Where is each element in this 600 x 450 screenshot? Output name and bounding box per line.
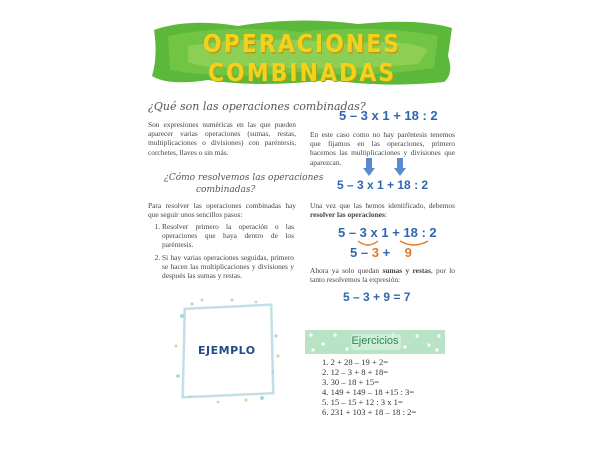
equation-3: 5 – 3 x 1 + 18 : 2: [338, 225, 437, 240]
explanation-paragraph-2: Una vez que las hemos identificado, debemos resolver las operaciones:: [310, 201, 455, 220]
explanation-paragraph-3: Ahora ya solo quedan sumas y restas, por lo tanto resolvemos la expresión:: [310, 266, 455, 285]
step-item: 1. Resolver primero la operación o las operaciones que haya dentro de los paréntesis.: [162, 222, 294, 250]
title-banner: [148, 16, 456, 88]
question-heading-2b: combinadas?: [196, 185, 256, 195]
exercise-item: 1. 2 + 28 – 19 + 2=: [322, 357, 389, 367]
question-heading-2a: ¿Cómo resolvemos las operaciones: [164, 173, 324, 183]
page-title: OPERACIONES COMBINADAS: [202, 30, 402, 88]
question-heading-1: ¿Qué son las operaciones combinadas?: [148, 100, 366, 113]
steps-list: [148, 222, 294, 283]
exercise-item: 4. 149 + 149 – 18 +15 : 3=: [322, 387, 415, 397]
definition-paragraph: Son expresiones numéricas en las que pueden aparecer varias operaciones (sumas, restas, multiplicaciones o divisiones) con paréntesis, corchetes, llaves o sin más.: [148, 120, 296, 157]
equation-1: 5 – 3 x 1 + 18 : 2: [339, 108, 438, 123]
equation-2: 5 – 3 x 1 + 18 : 2: [337, 178, 429, 192]
example-label: EJEMPLO: [198, 344, 256, 357]
down-arrow-icon: [394, 158, 406, 176]
exercises-list: [322, 357, 416, 417]
exercise-item: 6. 231 + 103 + 18 – 18 : 2=: [322, 407, 417, 417]
exercise-item: 5. 15 – 15 + 12 : 3 x 1=: [322, 397, 403, 407]
equation-3-result: 5 – 3 + 9: [350, 245, 412, 260]
explanation-paragraph-1: En este caso como no hay paréntesis tenemos que fijamos en las operaciones, primero hacemos las multiplicaciones y divisiones que aparezcan.: [310, 130, 455, 167]
equation-4: 5 – 3 + 9 = 7: [343, 290, 411, 304]
step-item: 2. Si hay varias operaciones seguidas, primero se hacen las multiplicaciones y divisiones y después las sumas y restas.: [162, 253, 294, 281]
exercise-item: 2. 12 – 3 + 8 + 18=: [322, 367, 389, 377]
steps-intro-paragraph: Para resolver las operaciones combinadas hay que seguir unos sencillos pasos:: [148, 201, 296, 220]
exercise-item: 3. 30 – 18 + 15=: [322, 377, 379, 387]
down-arrow-icon: [363, 158, 375, 176]
exercises-title: Ejercicios: [351, 335, 399, 347]
